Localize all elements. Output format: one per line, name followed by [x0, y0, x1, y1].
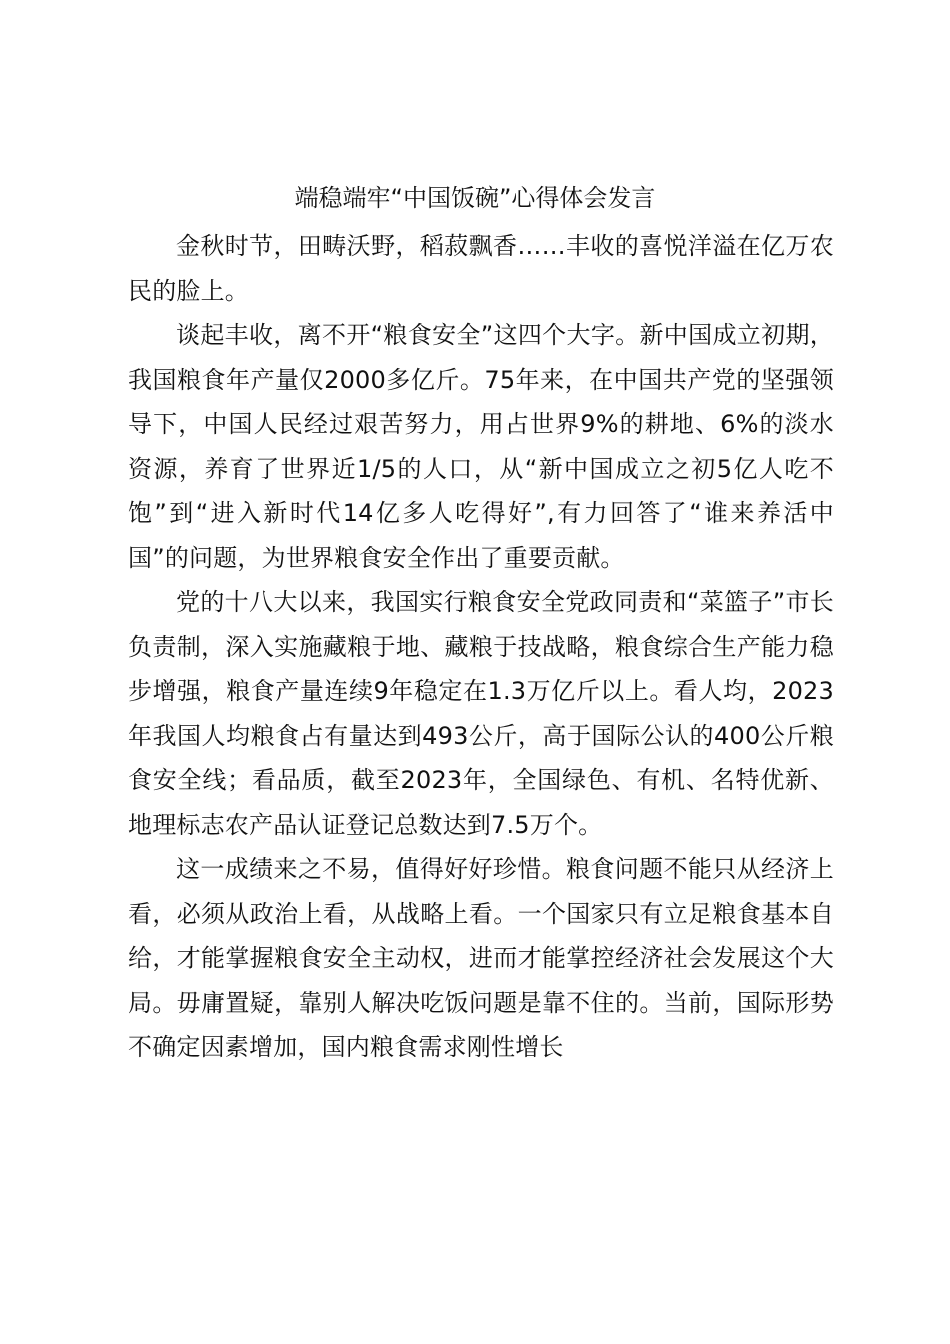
document-title: 端稳端牢“中国饭碗”心得体会发言	[294, 184, 656, 212]
paragraph-2: 谈起丰收，离不开“粮食安全”这四个大字。新中国成立初期，我国粮食年产量仅2000多亿斤。75年来，在中国共产党的坚强领导下，中国人民经过艰苦努力，用占世界9%的耕地、6%的淡水资源，养育了世界近1/5的人口，从“新中国成立之初5亿人吃不饱”到“进入新时代14亿多人吃得好”,有力回答了“谁来养活中国”的问题，为世界粮食安全作出了重要贡献。	[128, 321, 834, 572]
paragraph-3: 党的十八大以来，我国实行粮食安全党政同责和“菜篮子”市长负责制，深入实施藏粮于地、藏粮于技战略，粮食综合生产能力稳步增强，粮食产量连续9年稳定在1.3万亿斤以上。看人均，2023年我国人均粮食占有量达到493公斤，高于国际公认的400公斤粮食安全线；看品质，截至2023年，全国绿色、有机、名特优新、地理标志农产品认证登记总数达到7.5万个。	[128, 588, 834, 839]
paragraph-1: 金秋时节，田畴沃野，稻菽飘香……丰收的喜悦洋溢在亿万农民的脸上。	[128, 232, 834, 305]
document-body	[128, 224, 834, 1070]
paragraph-4: 这一成绩来之不易，值得好好珍惜。粮食问题不能只从经济上看，必须从政治上看，从战略上看。一个国家只有立足粮食基本自给，才能掌握粮食安全主动权，进而才能掌控经济社会发展这个大局。毋庸置疑，靠别人解决吃饭问题是靠不住的。当前，国际形势不确定因素增加，国内粮食需求刚性增长	[128, 855, 834, 1061]
